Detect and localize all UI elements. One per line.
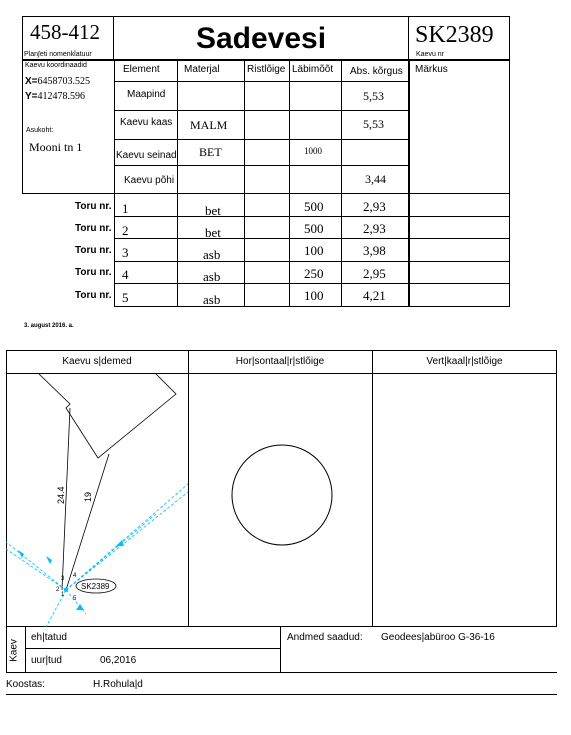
col-cross-section: Ristlõige — [247, 64, 286, 75]
element-name: Kaevu seinad — [116, 150, 177, 161]
pipe-elevation: 2,93 — [363, 221, 386, 236]
pipe-number: 3 — [122, 245, 129, 260]
horizontal-section — [189, 374, 372, 627]
compiler-value: H.Rohula|d — [93, 679, 143, 690]
pipe-line — [66, 492, 188, 590]
pipe-elevation: 4,21 — [363, 288, 386, 303]
element-diameter: 1000 — [304, 146, 322, 156]
source-label: Andmed saadud: — [287, 632, 363, 643]
compiler-label: Koostas: — [6, 679, 45, 690]
well-point — [64, 588, 68, 592]
footer-divider-side — [25, 627, 26, 673]
source-value: Geodees|abüroo G-36-16 — [381, 632, 495, 643]
element-material: BET — [199, 145, 222, 159]
well-circle — [232, 445, 332, 545]
pipe-diameter: 500 — [304, 221, 324, 236]
pipe-label: Toru nr. — [75, 223, 112, 234]
element-elevation: 5,53 — [363, 117, 384, 131]
pipe-number: 1 — [122, 201, 129, 216]
footer-side-label: Kaev — [8, 639, 20, 662]
building-outline — [39, 374, 176, 458]
pipe-diameter: 250 — [304, 266, 324, 281]
col-material: Materjal — [184, 64, 220, 75]
col-diameter: Läbimõõt — [292, 64, 334, 75]
pipe-line — [66, 590, 86, 614]
x-coordinate — [25, 76, 90, 87]
pipe-label: Toru nr. — [75, 290, 112, 301]
element-name: Kaevu kaas — [120, 117, 173, 128]
y-label: Y= — [25, 91, 38, 102]
well-sketch-label: SK2389 — [81, 582, 110, 591]
pipe-label: Toru nr. — [75, 267, 112, 278]
pipe-material: bet — [205, 203, 221, 218]
sheet-number: 458-412 — [30, 20, 100, 44]
sheet-label: Plan∫eti nomenklatuur — [24, 51, 92, 58]
section-header-horizontal: Hor|sontaal|r|stlõige — [235, 356, 325, 367]
element-elevation: 5,53 — [363, 89, 384, 103]
arrow-icon — [76, 604, 84, 610]
document-date: 3. august 2016. a. — [24, 323, 74, 329]
drawing-divider-2 — [372, 350, 373, 627]
pipe-diameter: 500 — [304, 199, 324, 214]
surveyed-label: uur|tud — [31, 655, 62, 666]
element-name: Maapind — [127, 89, 166, 100]
pipe-number: 4 — [122, 267, 129, 282]
surveyed-date: 06,2016 — [100, 655, 137, 666]
pipe-number-label: 1 — [61, 592, 65, 598]
coords-label: Kaevu koordinaadid — [25, 62, 87, 69]
pipe-line — [6, 549, 66, 590]
pipe-material: asb — [203, 247, 221, 262]
x-value: 6458703.525 — [37, 76, 91, 87]
col-elevation: Abs. kõrgus — [350, 66, 403, 77]
pipe-elevation: 2,93 — [363, 199, 386, 214]
page-title: Sadevesi — [114, 16, 408, 60]
well-id-label: Kaevu nr — [416, 51, 445, 58]
footer-divider-mid — [280, 627, 281, 673]
pipe-number: 2 — [122, 223, 129, 238]
pipe-elevation: 2,95 — [363, 266, 386, 281]
pipe-material: bet — [205, 225, 221, 240]
element-elevation: 3,44 — [365, 172, 386, 186]
pipe-number-label: 5 — [73, 596, 77, 602]
pipe-material: asb — [203, 269, 221, 284]
col-element: Element — [123, 64, 160, 75]
site-sketch — [6, 374, 188, 627]
footer-row-rule — [25, 648, 280, 649]
pipe-line — [6, 542, 66, 590]
pipe-number-label: 2 — [56, 587, 60, 593]
element-name: Kaevu põhi — [124, 175, 175, 186]
pipe-diameter: 100 — [304, 288, 324, 303]
dimension-label: 24.4 — [56, 486, 66, 504]
pipe-elevation: 3,98 — [363, 243, 386, 258]
well-id: SK2389 — [415, 22, 494, 48]
survey-line-right — [66, 454, 109, 590]
x-label: X= — [25, 76, 38, 87]
arrow-icon — [46, 556, 52, 564]
y-value: 412478.596 — [37, 91, 86, 102]
built-label: eh|tatud — [31, 632, 67, 643]
pipe-number: 5 — [122, 290, 129, 305]
pipe-line — [66, 514, 156, 590]
y-coordinate — [25, 91, 85, 102]
element-material: MALM — [190, 118, 228, 132]
section-header-vertical: Vert|kaal|r|stlõige — [426, 356, 503, 367]
compiler-rule — [6, 694, 557, 695]
section-header-sketch: Kaevu s|demed — [62, 356, 132, 367]
elements-table — [114, 60, 510, 194]
col-remark: Märkus — [415, 64, 448, 75]
pipe-diameter: 100 — [304, 243, 324, 258]
pipe-number-label: 4 — [73, 573, 77, 579]
pipe-number-label: 3 — [61, 576, 65, 582]
dimension-label: 19 — [83, 491, 93, 502]
pipe-label: Toru nr. — [75, 245, 112, 256]
location-value: Mooni tn 1 — [29, 140, 83, 154]
location-label: Asukoht: — [26, 127, 54, 134]
pipe-label: Toru nr. — [75, 201, 112, 212]
pipe-material: asb — [203, 292, 221, 307]
arrow-icon — [18, 550, 24, 558]
